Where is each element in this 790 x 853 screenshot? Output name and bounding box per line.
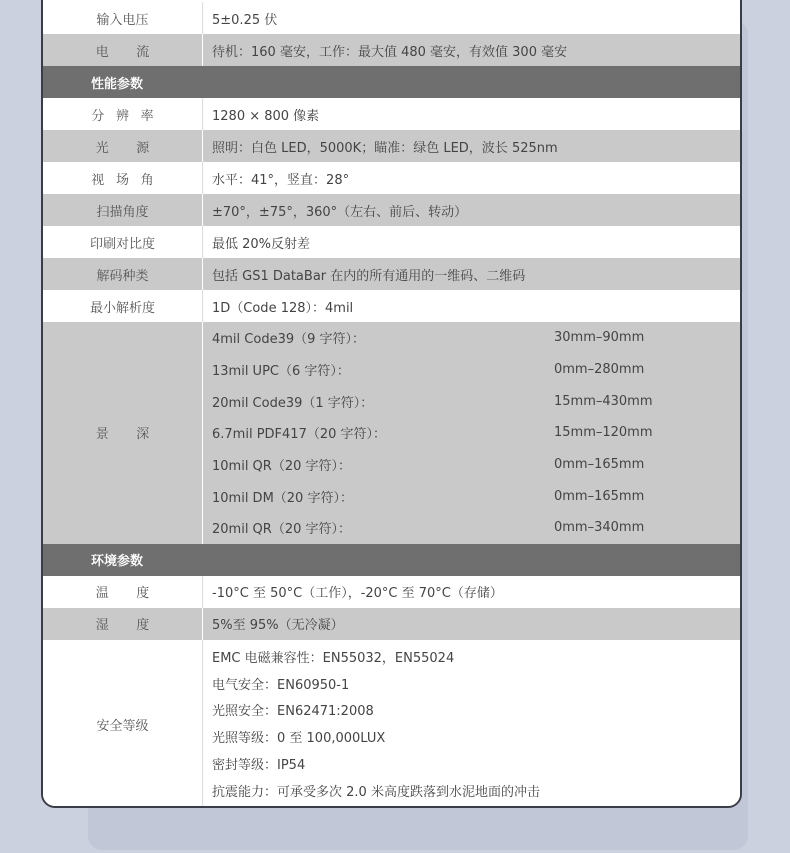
row-value: ±70°，±75°，360°（左右、前后、转动） [212, 204, 468, 220]
depth-list [203, 322, 740, 544]
depth-item [203, 354, 740, 386]
depth-item-range: 0mm–165mm [554, 488, 645, 504]
row-value: 1280 × 800 像素 [212, 108, 320, 124]
row-label: 输入电压 [43, 2, 203, 34]
depth-item-code: 13mil UPC（6 字符）： [212, 364, 350, 380]
section-header-performance [43, 66, 740, 98]
row-value: 水平：41°，竖直：28° [212, 172, 350, 188]
spec-row [43, 194, 740, 226]
row-label: 扫描角度 [43, 194, 203, 226]
row-label: 最小解析度 [43, 290, 203, 322]
row-label: 解码种类 [43, 258, 203, 290]
depth-item-range: 0mm–340mm [554, 520, 645, 536]
safety-line: 光照等级：0 至 100,000LUX [212, 731, 386, 747]
depth-item-code: 6.7mil PDF417（20 字符）： [212, 427, 387, 443]
row-value: 5%至 95%（无冷凝） [212, 618, 344, 634]
depth-item [203, 480, 740, 512]
row-label: 分辨率 [43, 98, 203, 130]
safety-line: 抗震能力：可承受多次 2.0 米高度跌落到水泥地面的冲击 [212, 784, 540, 800]
spec-row [43, 608, 740, 640]
row-value: -10°C 至 50°C（工作），-20°C 至 70°C（存储） [212, 586, 503, 602]
row-value: 5±0.25 伏 [212, 12, 278, 28]
spec-row [43, 290, 740, 322]
section-title: 性能参数 [91, 76, 144, 92]
spec-row [43, 2, 740, 34]
row-value: 照明：白色 LED，5000K；瞄准：绿色 LED，波长 525nm [212, 140, 558, 156]
depth-item [203, 322, 740, 354]
row-value: 待机：160 毫安，工作：最大值 480 毫安，有效值 300 毫安 [212, 44, 568, 60]
depth-item [203, 417, 740, 449]
safety-line: EMC 电磁兼容性：EN55032，EN55024 [212, 650, 455, 666]
depth-item [203, 385, 740, 417]
depth-item-code: 4mil Code39（9 字符）： [212, 332, 366, 348]
spec-row [43, 226, 740, 258]
spec-row [43, 130, 740, 162]
row-value: 最低 20%反射差 [212, 236, 311, 252]
depth-item-range: 15mm–120mm [554, 425, 653, 441]
safety-line: 光照安全：EN62471:2008 [212, 704, 374, 720]
depth-item-code: 10mil DM（20 字符）： [212, 490, 353, 506]
row-label: 安全等级 [43, 640, 203, 808]
safety-block [43, 640, 740, 808]
spec-row [43, 98, 740, 130]
depth-of-field-block [43, 322, 740, 544]
row-label: 光 源 [43, 130, 203, 162]
spec-row [43, 576, 740, 608]
spec-card [41, 0, 742, 808]
depth-item-range: 0mm–165mm [554, 457, 645, 473]
spec-table [43, 2, 740, 808]
depth-item-code: 20mil QR（20 字符）： [212, 522, 352, 538]
row-value: 1D（Code 128）：4mil [212, 300, 354, 316]
spec-row [43, 258, 740, 290]
safety-line: 密封等级：IP54 [212, 757, 306, 773]
depth-item [203, 512, 740, 544]
spec-row [43, 162, 740, 194]
row-label: 湿 度 [43, 608, 203, 640]
section-header-environment [43, 544, 740, 576]
depth-item-range: 15mm–430mm [554, 393, 653, 409]
depth-item-code: 20mil Code39（1 字符）： [212, 395, 374, 411]
row-label: 景 深 [43, 322, 203, 544]
depth-item-range: 30mm–90mm [554, 330, 645, 346]
section-title: 环境参数 [91, 554, 144, 570]
row-label: 印刷对比度 [43, 226, 203, 258]
depth-item [203, 449, 740, 481]
row-value: 包括 GS1 DataBar 在内的所有通用的一维码、二维码 [212, 268, 526, 284]
spec-row [43, 34, 740, 66]
row-label: 温 度 [43, 576, 203, 608]
safety-list [203, 640, 740, 808]
depth-item-range: 0mm–280mm [554, 362, 645, 378]
depth-item-code: 10mil QR（20 字符）： [212, 459, 352, 475]
row-label: 视场角 [43, 162, 203, 194]
safety-line: 电气安全：EN60950-1 [212, 677, 350, 693]
row-label: 电 流 [43, 34, 203, 66]
